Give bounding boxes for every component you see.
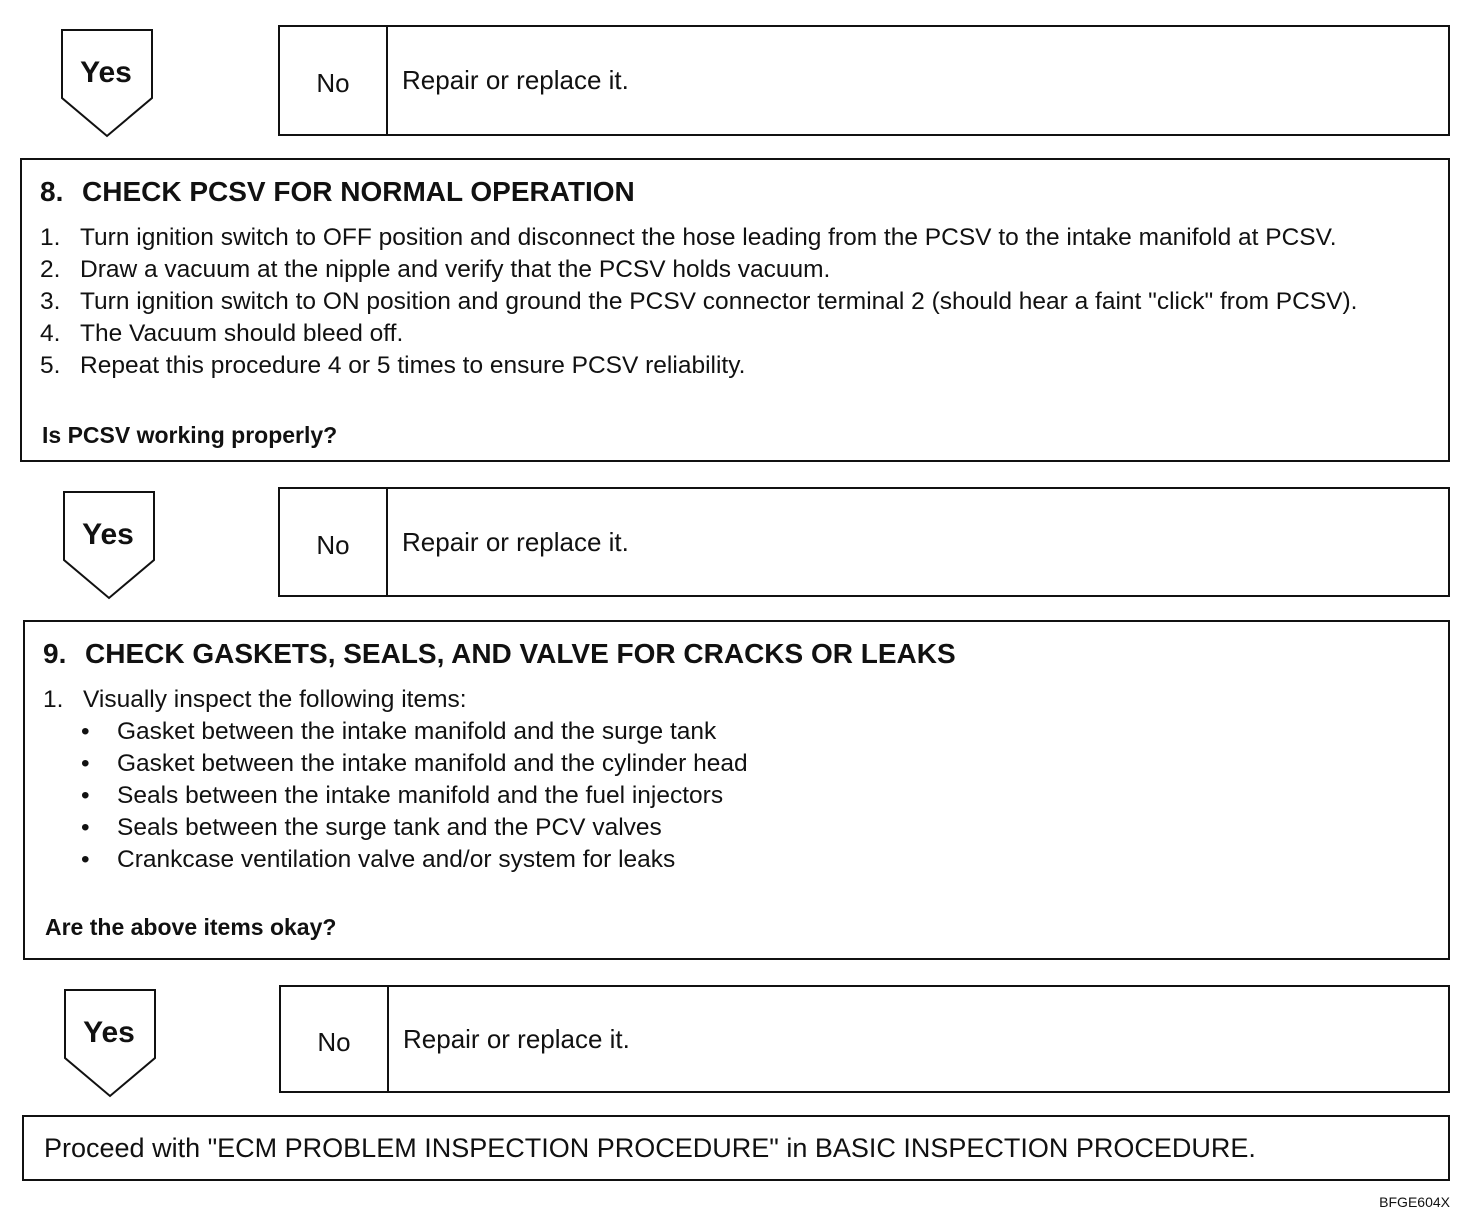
bullet-item <box>81 716 1432 748</box>
yes-arrow-1 <box>60 28 156 140</box>
bullet-item <box>81 844 1432 876</box>
no-action-text: Repair or replace it. <box>403 1023 630 1054</box>
instruction-item <box>40 254 1432 286</box>
bullet-item <box>81 748 1432 780</box>
instruction-item <box>40 318 1432 350</box>
bullet-icon: • <box>81 718 90 745</box>
item-number: 3. <box>40 288 61 315</box>
no-branch-box-3 <box>279 985 1450 1093</box>
step-9-box <box>23 620 1450 960</box>
bullet-icon: • <box>81 814 90 841</box>
no-label: No <box>280 27 388 134</box>
figure-code: BFGE604X <box>1379 1194 1450 1210</box>
final-step-box <box>22 1115 1450 1181</box>
instruction-item <box>43 684 1432 716</box>
item-number: 5. <box>40 352 61 379</box>
yes-arrow-2 <box>62 490 158 602</box>
item-text: Draw a vacuum at the nipple and verify that the PCSV holds vacuum. <box>80 256 831 283</box>
yes-arrow-3 <box>63 988 159 1100</box>
bullet-icon: • <box>81 846 90 873</box>
no-label: No <box>280 489 388 595</box>
inspection-items-list <box>43 716 1432 876</box>
instruction-item <box>40 222 1432 254</box>
step-8-question: Is PCSV working properly? <box>42 422 338 448</box>
bullet-text: Seals between the intake manifold and the fuel injectors <box>117 782 724 809</box>
no-branch-box-1 <box>278 25 1450 136</box>
step-9-instructions <box>43 684 1432 716</box>
step-8-instructions <box>40 222 1432 382</box>
no-action-text: Repair or replace it. <box>402 65 629 95</box>
step-9-question: Are the above items okay? <box>45 914 337 940</box>
step-title-text: CHECK PCSV FOR NORMAL OPERATION <box>82 176 635 207</box>
no-action-text: Repair or replace it. <box>402 526 629 557</box>
step-8-title <box>40 176 1432 208</box>
yes-label: Yes <box>80 56 132 89</box>
item-text: Visually inspect the following items: <box>83 686 467 713</box>
bullet-icon: • <box>81 782 90 809</box>
instruction-item <box>40 350 1432 382</box>
step-8-box <box>20 158 1450 462</box>
bullet-text: Gasket between the intake manifold and the surge tank <box>117 718 717 745</box>
instruction-item <box>40 286 1432 318</box>
item-number: 2. <box>40 256 61 283</box>
step-9-title <box>43 638 1432 670</box>
item-text: The Vacuum should bleed off. <box>80 320 404 347</box>
bullet-text: Crankcase ventilation valve and/or system for leaks <box>117 846 676 873</box>
no-label: No <box>281 987 389 1091</box>
item-number: 4. <box>40 320 61 347</box>
item-text: Turn ignition switch to ON position and ground the PCSV connector terminal 2 (should hear a faint "click" from PCSV). <box>80 288 1358 315</box>
bullet-text: Gasket between the intake manifold and the cylinder head <box>117 750 748 777</box>
item-number: 1. <box>40 224 61 251</box>
no-branch-box-2 <box>278 487 1450 597</box>
yes-label: Yes <box>83 1016 135 1049</box>
step-title-text: CHECK GASKETS, SEALS, AND VALVE FOR CRACKS OR LEAKS <box>85 638 956 669</box>
step-number: 8. <box>40 176 64 207</box>
step-number: 9. <box>43 638 67 669</box>
bullet-item <box>81 812 1432 844</box>
item-text: Turn ignition switch to OFF position and disconnect the hose leading from the PCSV to the intake manifold at PCSV. <box>80 224 1337 251</box>
item-text: Repeat this procedure 4 or 5 times to ensure PCSV reliability. <box>80 352 746 379</box>
final-step-text: Proceed with "ECM PROBLEM INSPECTION PROCEDURE" in BASIC INSPECTION PROCEDURE. <box>44 1132 1256 1163</box>
yes-label: Yes <box>82 518 134 551</box>
bullet-item <box>81 780 1432 812</box>
item-number: 1. <box>43 686 64 713</box>
bullet-text: Seals between the surge tank and the PCV valves <box>117 814 662 841</box>
bullet-icon: • <box>81 750 90 777</box>
